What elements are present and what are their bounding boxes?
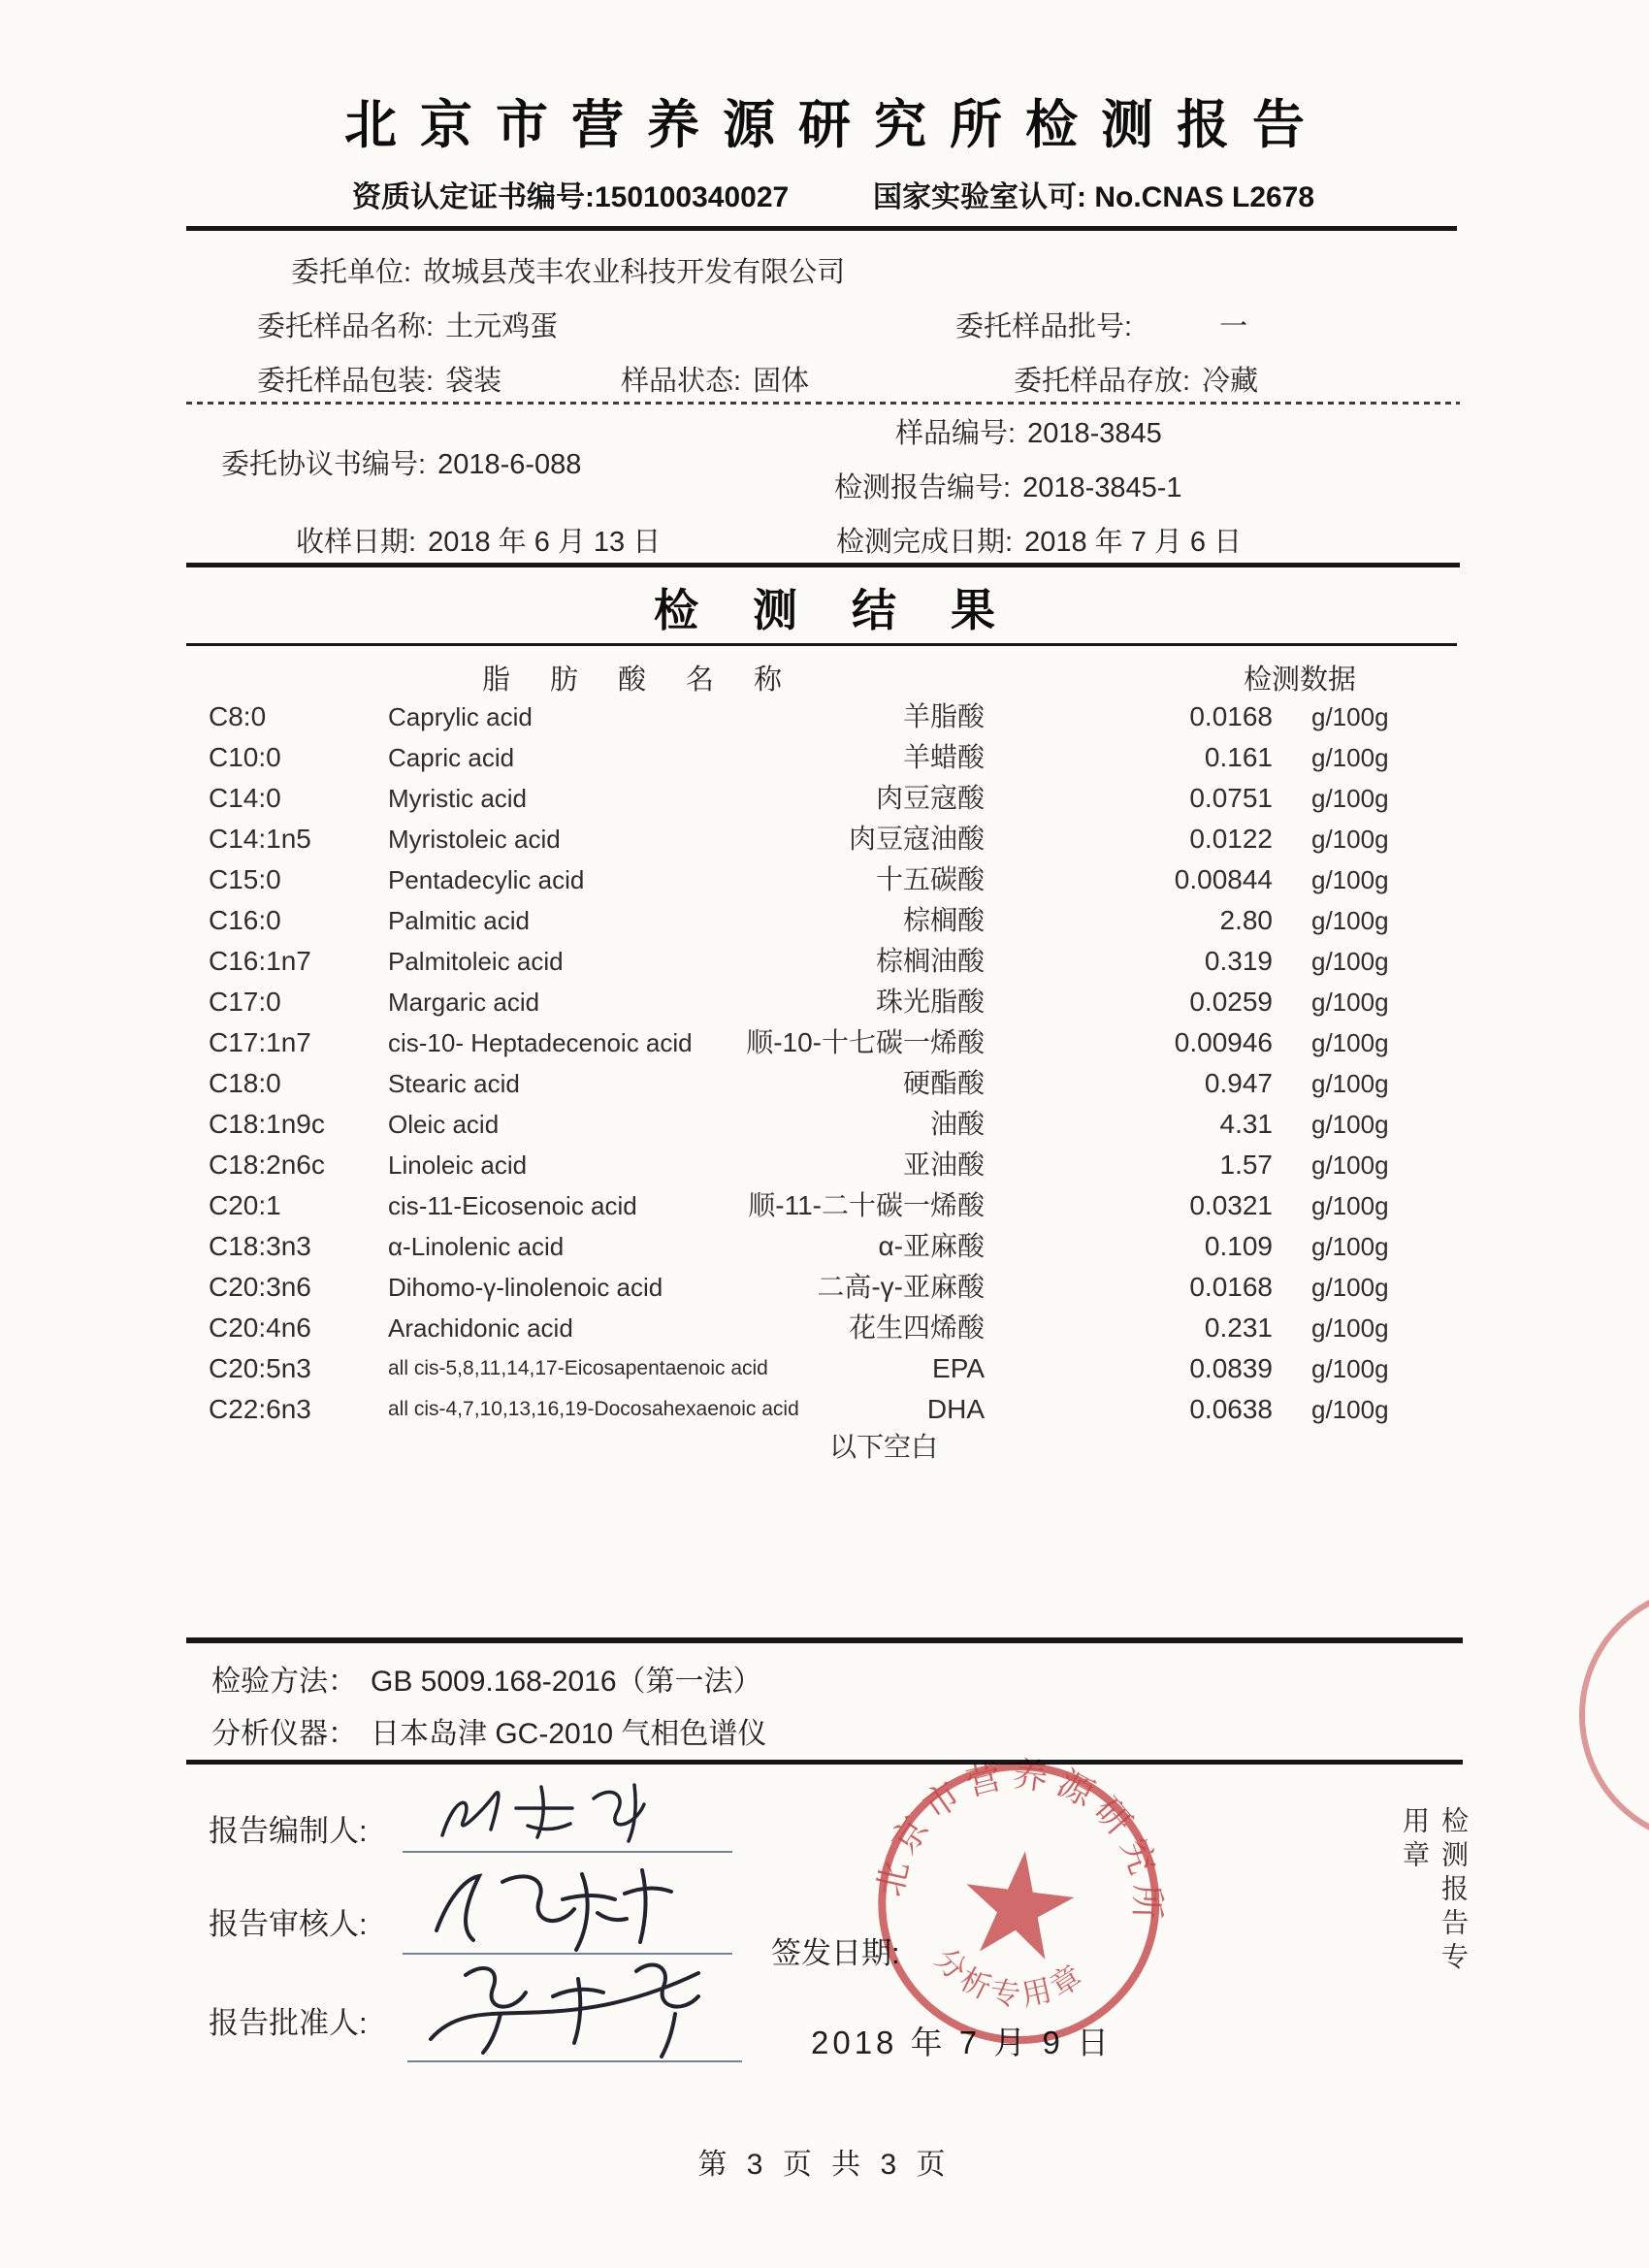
cell-value: 0.0321 xyxy=(1189,1190,1273,1220)
svg-text:分析专用章 xyxy=(923,1939,1095,2021)
cell-value: 1.57 xyxy=(1219,1150,1273,1180)
cell-code: C17:1n7 xyxy=(209,1027,311,1057)
cell-cn: 油酸 xyxy=(929,1109,985,1139)
page-title: 北京市营养源研究所检测报告 xyxy=(344,94,1328,155)
cell-code: C20:3n6 xyxy=(209,1272,311,1302)
cell-en: Palmitic acid xyxy=(388,906,530,935)
cell-en: Pentadecylic acid xyxy=(388,865,585,894)
cell-code: C18:2n6c xyxy=(209,1150,325,1180)
table-row xyxy=(0,1063,1649,1104)
cell-cn: 棕榈油酸 xyxy=(875,946,985,976)
report-no-label: 检测报告编号: xyxy=(834,472,1012,503)
cell-cn: 硬酯酸 xyxy=(902,1068,985,1098)
cell-en: cis-10- Heptadecenoic acid xyxy=(388,1028,693,1057)
sample-storage-label: 委托样品存放: xyxy=(1014,366,1191,397)
sample-package-row xyxy=(257,359,501,399)
preparer-label: 报告编制人: xyxy=(209,1814,368,1848)
side-stamp-note: 检测报告专用章 xyxy=(1400,1806,1469,1976)
cell-value: 0.161 xyxy=(1204,742,1273,772)
completed-date-value: 2018 年 7 月 6 日 xyxy=(1024,527,1243,558)
cell-code: C15:0 xyxy=(209,864,281,894)
cell-code: C22:6n3 xyxy=(209,1394,311,1424)
sample-name-label: 委托样品名称: xyxy=(257,311,435,342)
cell-unit: g/100g xyxy=(1311,1150,1389,1180)
cell-unit: g/100g xyxy=(1311,947,1389,976)
table-row xyxy=(0,1389,1649,1430)
certificate-number: 资质认定证书编号:150100340027 xyxy=(352,181,790,213)
cell-value: 0.0638 xyxy=(1189,1394,1273,1424)
cell-en: cis-11-Eicosenoic acid xyxy=(388,1191,637,1220)
report-no-value: 2018-3845-1 xyxy=(1022,472,1182,503)
cell-value: 0.0122 xyxy=(1189,824,1273,854)
cell-value: 0.0839 xyxy=(1189,1353,1273,1383)
sample-name-value: 土元鸡蛋 xyxy=(445,311,559,342)
cell-value: 0.319 xyxy=(1204,946,1273,976)
table-row xyxy=(0,778,1649,819)
cell-value: 0.0168 xyxy=(1189,701,1273,731)
cell-unit: g/100g xyxy=(1311,1313,1389,1343)
sample-batch-label: 委托样品批号: xyxy=(955,311,1133,342)
test-method-value: GB 5009.168-2016（第一法） xyxy=(371,1666,762,1698)
cell-code: C14:1n5 xyxy=(209,824,311,854)
cell-en: α-Linolenic acid xyxy=(388,1232,565,1261)
cell-value: 0.00844 xyxy=(1174,864,1273,894)
page-number: 第 3 页 共 3 页 xyxy=(697,2149,952,2181)
cell-unit: g/100g xyxy=(1311,825,1389,854)
stamp-org-text: 北京市营养源研究所 xyxy=(869,1753,1168,1928)
cell-cn: 珠光脂酸 xyxy=(875,987,985,1017)
cell-code: C10:0 xyxy=(209,742,281,772)
cell-unit: g/100g xyxy=(1311,702,1389,731)
cell-en: Myristoleic acid xyxy=(388,825,561,854)
table-row xyxy=(0,697,1649,737)
cell-unit: g/100g xyxy=(1311,1395,1389,1424)
sample-no-row xyxy=(895,411,1162,451)
results-table xyxy=(0,697,1649,1430)
cell-en: Margaric acid xyxy=(388,988,540,1017)
results-title-rule xyxy=(186,643,1457,646)
cell-unit: g/100g xyxy=(1311,906,1389,935)
instrument-row xyxy=(211,1709,766,1752)
cell-value: 4.31 xyxy=(1219,1109,1273,1139)
reviewer-label: 报告审核人: xyxy=(209,1907,368,1941)
cell-cn: 羊脂酸 xyxy=(902,701,985,731)
sample-state-label: 样品状态: xyxy=(621,366,742,397)
cell-cn: DHA xyxy=(926,1394,985,1424)
info-bottom-rule xyxy=(186,563,1460,567)
table-row xyxy=(0,1185,1649,1226)
stamp-sub-text: 分析专用章 xyxy=(927,1941,1092,2013)
reviewer-signature xyxy=(417,1861,698,1958)
cell-code: C18:3n3 xyxy=(209,1231,311,1261)
sample-no-label: 样品编号: xyxy=(895,418,1017,449)
preparer-signature-line xyxy=(403,1851,732,1853)
agreement-no-label: 委托协议书编号: xyxy=(221,449,427,480)
cell-unit: g/100g xyxy=(1311,1110,1389,1139)
cell-en: Palmitoleic acid xyxy=(388,947,564,976)
cell-value: 0.0168 xyxy=(1189,1272,1273,1302)
cell-code: C14:0 xyxy=(209,783,281,813)
sample-package-value: 袋装 xyxy=(445,366,502,397)
partial-stamp-arc xyxy=(1579,1585,1649,1845)
instrument-value: 日本岛津 GC-2010 气相色谱仪 xyxy=(371,1718,767,1750)
cell-value: 0.00946 xyxy=(1174,1027,1273,1057)
cell-value: 0.231 xyxy=(1204,1312,1273,1343)
cell-unit: g/100g xyxy=(1311,1232,1389,1261)
cell-cn: 肉豆寇油酸 xyxy=(848,824,985,854)
table-row xyxy=(0,1022,1649,1063)
cell-value: 0.0751 xyxy=(1189,783,1273,813)
table-row xyxy=(0,1348,1649,1389)
issue-date-value: 2018 年 7 月 9 日 xyxy=(811,2025,1113,2060)
client-value: 故城县茂丰农业科技开发有限公司 xyxy=(423,257,846,288)
cell-cn: 顺-10-十七碳一烯酸 xyxy=(746,1027,985,1057)
sample-package-label: 委托样品包装: xyxy=(257,366,435,397)
test-method-row xyxy=(211,1657,762,1700)
sample-state-value: 固体 xyxy=(753,366,810,397)
sample-state-row xyxy=(621,359,809,399)
header-rule xyxy=(186,226,1457,231)
cell-unit: g/100g xyxy=(1311,1069,1389,1098)
cell-unit: g/100g xyxy=(1311,1354,1389,1383)
received-date-label: 收样日期: xyxy=(296,527,417,558)
cell-en: Dihomo-γ-linolenoic acid xyxy=(388,1273,663,1302)
table-row xyxy=(0,900,1649,941)
table-row xyxy=(0,819,1649,859)
cell-code: C16:0 xyxy=(209,905,281,935)
received-date-value: 2018 年 6 月 13 日 xyxy=(428,527,662,558)
column-header-name: 脂肪酸名称 xyxy=(482,664,823,696)
approver-label: 报告批准人: xyxy=(209,2006,368,2040)
cell-unit: g/100g xyxy=(1311,1273,1389,1302)
table-row xyxy=(0,1145,1649,1185)
column-header-data: 检测数据 xyxy=(1244,664,1357,696)
cell-value: 0.109 xyxy=(1204,1231,1273,1261)
cell-en: Myristic acid xyxy=(388,784,528,813)
completed-date-row xyxy=(836,520,1242,560)
cell-cn: 十五碳酸 xyxy=(875,864,985,894)
cell-en: Stearic acid xyxy=(388,1069,520,1098)
cell-code: C18:0 xyxy=(209,1068,281,1098)
cell-unit: g/100g xyxy=(1311,784,1389,813)
cell-en: Arachidonic acid xyxy=(388,1313,573,1343)
instrument-label: 分析仪器： xyxy=(211,1718,357,1750)
cell-unit: g/100g xyxy=(1311,988,1389,1017)
cell-code: C16:1n7 xyxy=(209,946,311,976)
table-row xyxy=(0,1308,1649,1348)
received-date-row xyxy=(296,520,661,560)
cell-cn: 顺-11-二十碳一烯酸 xyxy=(748,1190,985,1220)
cell-en: Caprylic acid xyxy=(388,702,533,731)
issue-date-label: 签发日期: xyxy=(771,1936,900,1970)
table-row xyxy=(0,859,1649,900)
table-row xyxy=(0,737,1649,778)
cell-unit: g/100g xyxy=(1311,743,1389,772)
info-dashed-rule xyxy=(186,402,1460,405)
stamp-star-icon xyxy=(958,1845,1079,1962)
method-top-rule xyxy=(186,1637,1463,1643)
cell-code: C8:0 xyxy=(209,701,267,731)
table-row xyxy=(0,1104,1649,1145)
cell-value: 0.947 xyxy=(1204,1068,1273,1098)
agreement-no-value: 2018-6-088 xyxy=(437,449,582,480)
cell-en: Linoleic acid xyxy=(388,1150,528,1180)
sample-batch-value: 一 xyxy=(1219,311,1248,342)
client-row xyxy=(291,250,845,290)
cell-en: Oleic acid xyxy=(388,1110,500,1139)
accreditation-number: 国家实验室认可: No.CNAS L2678 xyxy=(873,181,1315,213)
results-section-title: 检测结果 xyxy=(654,584,1050,636)
end-of-results-note: 以下空白 xyxy=(829,1432,939,1462)
sample-storage-value: 冷藏 xyxy=(1202,366,1259,397)
cell-en: all cis-5,8,11,14,17-Eicosapentaenoic acid xyxy=(388,1357,768,1379)
cell-unit: g/100g xyxy=(1311,1028,1389,1057)
agreement-no-row xyxy=(221,442,581,482)
cell-cn: 肉豆寇酸 xyxy=(875,783,985,813)
completed-date-label: 检测完成日期: xyxy=(836,527,1014,558)
official-round-stamp xyxy=(857,1741,1181,2070)
cell-en: Capric acid xyxy=(388,743,515,772)
cell-value: 0.0259 xyxy=(1189,987,1273,1017)
cell-cn: 花生四烯酸 xyxy=(848,1312,985,1343)
table-row xyxy=(0,1267,1649,1308)
cell-unit: g/100g xyxy=(1311,865,1389,894)
table-row xyxy=(0,1226,1649,1267)
cell-cn: α-亚麻酸 xyxy=(878,1231,985,1261)
cell-cn: 二高-γ-亚麻酸 xyxy=(817,1272,985,1302)
cell-cn: 羊蜡酸 xyxy=(902,742,985,772)
approver-signature-line xyxy=(407,2060,742,2062)
preparer-signature xyxy=(427,1775,679,1853)
client-label: 委托单位: xyxy=(291,257,412,288)
sample-no-value: 2018-3845 xyxy=(1027,418,1162,449)
sample-storage-row xyxy=(1014,359,1258,399)
sample-name-row xyxy=(257,305,558,344)
cell-value: 2.80 xyxy=(1219,905,1273,935)
method-bottom-rule xyxy=(186,1760,1463,1765)
cell-en: all cis-4,7,10,13,16,19-Docosahexaenoic acid xyxy=(388,1398,799,1420)
table-row xyxy=(0,982,1649,1022)
cell-code: C17:0 xyxy=(209,987,281,1017)
approver-signature xyxy=(407,1946,728,2062)
cell-code: C20:5n3 xyxy=(209,1353,311,1383)
test-method-label: 检验方法： xyxy=(211,1666,357,1698)
cell-code: C18:1n9c xyxy=(209,1109,325,1139)
cell-cn: 亚油酸 xyxy=(902,1150,985,1180)
cell-code: C20:1 xyxy=(209,1190,281,1220)
sample-batch-row xyxy=(955,305,1247,344)
cell-cn: 棕榈酸 xyxy=(902,905,985,935)
table-row xyxy=(0,941,1649,982)
cell-code: C20:4n6 xyxy=(209,1312,311,1343)
cell-cn: EPA xyxy=(932,1353,985,1383)
report-no-row xyxy=(834,466,1182,505)
cell-unit: g/100g xyxy=(1311,1191,1389,1220)
